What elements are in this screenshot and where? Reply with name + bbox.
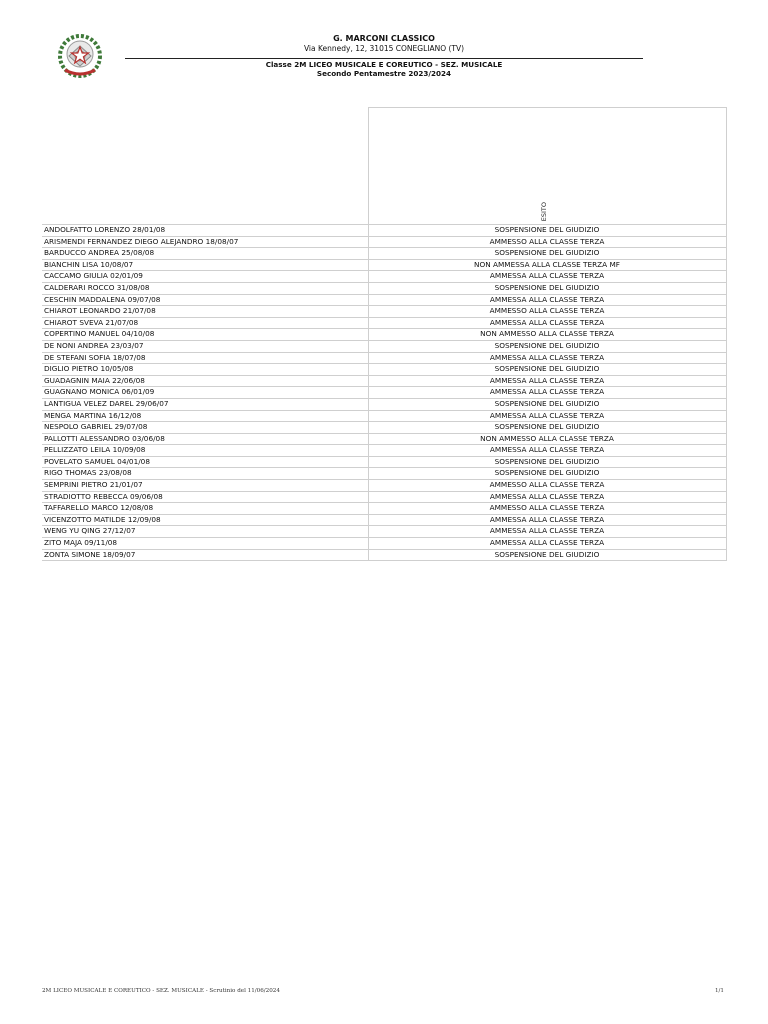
results-table	[42, 107, 727, 561]
table-row	[42, 480, 726, 492]
table-row	[42, 468, 726, 480]
student-name-cell: BIANCHIN LISA 10/08/07	[42, 259, 368, 271]
outcome-cell: AMMESSA ALLA CLASSE TERZA	[368, 491, 726, 503]
student-name-cell: STRADIOTTO REBECCA 09/06/08	[42, 491, 368, 503]
student-name-cell: ARISMENDI FERNANDEZ DIEGO ALEJANDRO 18/08/07	[42, 236, 368, 248]
table-header-row	[42, 108, 726, 225]
outcome-cell: AMMESSO ALLA CLASSE TERZA	[368, 236, 726, 248]
student-name-cell: GUADAGNIN MAIA 22/06/08	[42, 375, 368, 387]
outcome-cell: AMMESSA ALLA CLASSE TERZA	[368, 514, 726, 526]
student-name-cell: DIGLIO PIETRO 10/05/08	[42, 364, 368, 376]
outcome-cell: AMMESSO ALLA CLASSE TERZA	[368, 306, 726, 318]
student-name-cell: PALLOTTI ALESSANDRO 03/06/08	[42, 433, 368, 445]
table-row	[42, 375, 726, 387]
student-name-cell: CESCHIN MADDALENA 09/07/08	[42, 294, 368, 306]
table-row	[42, 306, 726, 318]
outcome-cell: SOSPENSIONE DEL GIUDIZIO	[368, 364, 726, 376]
student-name-cell: SEMPRINI PIETRO 21/01/07	[42, 480, 368, 492]
student-name-cell: RIGO THOMAS 23/08/08	[42, 468, 368, 480]
outcome-cell: SOSPENSIONE DEL GIUDIZIO	[368, 468, 726, 480]
table-row	[42, 282, 726, 294]
outcome-cell: AMMESSA ALLA CLASSE TERZA	[368, 271, 726, 283]
outcome-cell: SOSPENSIONE DEL GIUDIZIO	[368, 225, 726, 237]
table-row	[42, 248, 726, 260]
outcome-cell: AMMESSA ALLA CLASSE TERZA	[368, 352, 726, 364]
table-row	[42, 433, 726, 445]
outcome-cell: AMMESSA ALLA CLASSE TERZA	[368, 410, 726, 422]
student-name-cell: CHIAROT LEONARDO 21/07/08	[42, 306, 368, 318]
outcome-cell: SOSPENSIONE DEL GIUDIZIO	[368, 456, 726, 468]
outcome-cell: NON AMMESSO ALLA CLASSE TERZA	[368, 329, 726, 341]
table-row	[42, 317, 726, 329]
class-title: Classe 2M LICEO MUSICALE E COREUTICO - SEZ. MUSICALE	[265, 60, 503, 69]
outcome-cell: AMMESSA ALLA CLASSE TERZA	[368, 375, 726, 387]
student-name-cell: MENGA MARTINA 16/12/08	[42, 410, 368, 422]
table-row	[42, 549, 726, 561]
table-row	[42, 340, 726, 352]
table-row	[42, 364, 726, 376]
table-row	[42, 503, 726, 515]
outcome-cell: AMMESSA ALLA CLASSE TERZA	[368, 294, 726, 306]
outcome-cell: AMMESSA ALLA CLASSE TERZA	[368, 317, 726, 329]
table-row	[42, 271, 726, 283]
table-row	[42, 422, 726, 434]
outcome-cell: SOSPENSIONE DEL GIUDIZIO	[368, 398, 726, 410]
table-row	[42, 514, 726, 526]
student-name-cell: ZONTA SIMONE 18/09/07	[42, 549, 368, 561]
student-name-cell: WENG YU QING 27/12/07	[42, 526, 368, 538]
table-row	[42, 259, 726, 271]
period-title: Secondo Pentamestre 2023/2024	[316, 69, 452, 78]
student-name-cell: COPERTINO MANUEL 04/10/08	[42, 329, 368, 341]
table-row	[42, 398, 726, 410]
outcome-cell: AMMESSA ALLA CLASSE TERZA	[368, 526, 726, 538]
student-name-cell: CALDERARI ROCCO 31/08/08	[42, 282, 368, 294]
student-name-cell: LANTIGUA VELEZ DAREL 29/06/07	[42, 398, 368, 410]
student-name-cell: DE NONI ANDREA 23/03/07	[42, 340, 368, 352]
table-row	[42, 387, 726, 399]
table-row	[42, 236, 726, 248]
student-name-cell: POVELATO SAMUEL 04/01/08	[42, 456, 368, 468]
student-name-cell: ZITO MAJA 09/11/08	[42, 538, 368, 550]
outcome-cell: SOSPENSIONE DEL GIUDIZIO	[368, 549, 726, 561]
table-row	[42, 491, 726, 503]
header-outcome-cell	[368, 108, 726, 225]
footer-note: 2M LICEO MUSICALE E COREUTICO - SEZ. MUSICALE - Scrutinio del 11/06/2024	[42, 988, 280, 994]
italian-republic-emblem-icon	[56, 32, 104, 80]
student-name-cell: CACCAMO GIULIA 02/01/09	[42, 271, 368, 283]
outcome-cell: AMMESSA ALLA CLASSE TERZA	[368, 538, 726, 550]
student-name-cell: TAFFARELLO MARCO 12/08/08	[42, 503, 368, 515]
page-number: 1/1	[714, 988, 724, 994]
student-name-cell: CHIAROT SVEVA 21/07/08	[42, 317, 368, 329]
outcome-cell: SOSPENSIONE DEL GIUDIZIO	[368, 340, 726, 352]
table-row	[42, 352, 726, 364]
student-name-cell: VICENZOTTO MATILDE 12/09/08	[42, 514, 368, 526]
header-divider	[125, 58, 643, 59]
table-row	[42, 445, 726, 457]
outcome-cell: SOSPENSIONE DEL GIUDIZIO	[368, 248, 726, 260]
outcome-cell: AMMESSA ALLA CLASSE TERZA	[368, 387, 726, 399]
student-name-cell: ANDOLFATTO LORENZO 28/01/08	[42, 225, 368, 237]
outcome-cell: AMMESSA ALLA CLASSE TERZA	[368, 445, 726, 457]
table-row	[42, 294, 726, 306]
outcome-cell: SOSPENSIONE DEL GIUDIZIO	[368, 282, 726, 294]
table-row	[42, 410, 726, 422]
table-row	[42, 456, 726, 468]
outcome-cell: AMMESSO ALLA CLASSE TERZA	[368, 503, 726, 515]
student-name-cell: GUAGNANO MONICA 06/01/09	[42, 387, 368, 399]
column-header-esito: ESITO	[539, 201, 548, 221]
outcome-cell: SOSPENSIONE DEL GIUDIZIO	[368, 422, 726, 434]
student-name-cell: PELLIZZATO LEILA 10/09/08	[42, 445, 368, 457]
outcome-cell: NON AMMESSA ALLA CLASSE TERZA MF	[368, 259, 726, 271]
outcome-cell: AMMESSO ALLA CLASSE TERZA	[368, 480, 726, 492]
table-row	[42, 538, 726, 550]
table-row	[42, 329, 726, 341]
outcome-cell: NON AMMESSO ALLA CLASSE TERZA	[368, 433, 726, 445]
student-name-cell: NESPOLO GABRIEL 29/07/08	[42, 422, 368, 434]
student-name-cell: DE STEFANI SOFIA 18/07/08	[42, 352, 368, 364]
school-address: Via Kennedy, 12, 31015 CONEGLIANO (TV)	[303, 44, 465, 53]
table-row	[42, 225, 726, 237]
student-name-cell: BARDUCCO ANDREA 25/08/08	[42, 248, 368, 260]
header-name-cell	[42, 108, 368, 225]
table-row	[42, 526, 726, 538]
school-name: G. MARCONI CLASSICO	[333, 34, 435, 43]
